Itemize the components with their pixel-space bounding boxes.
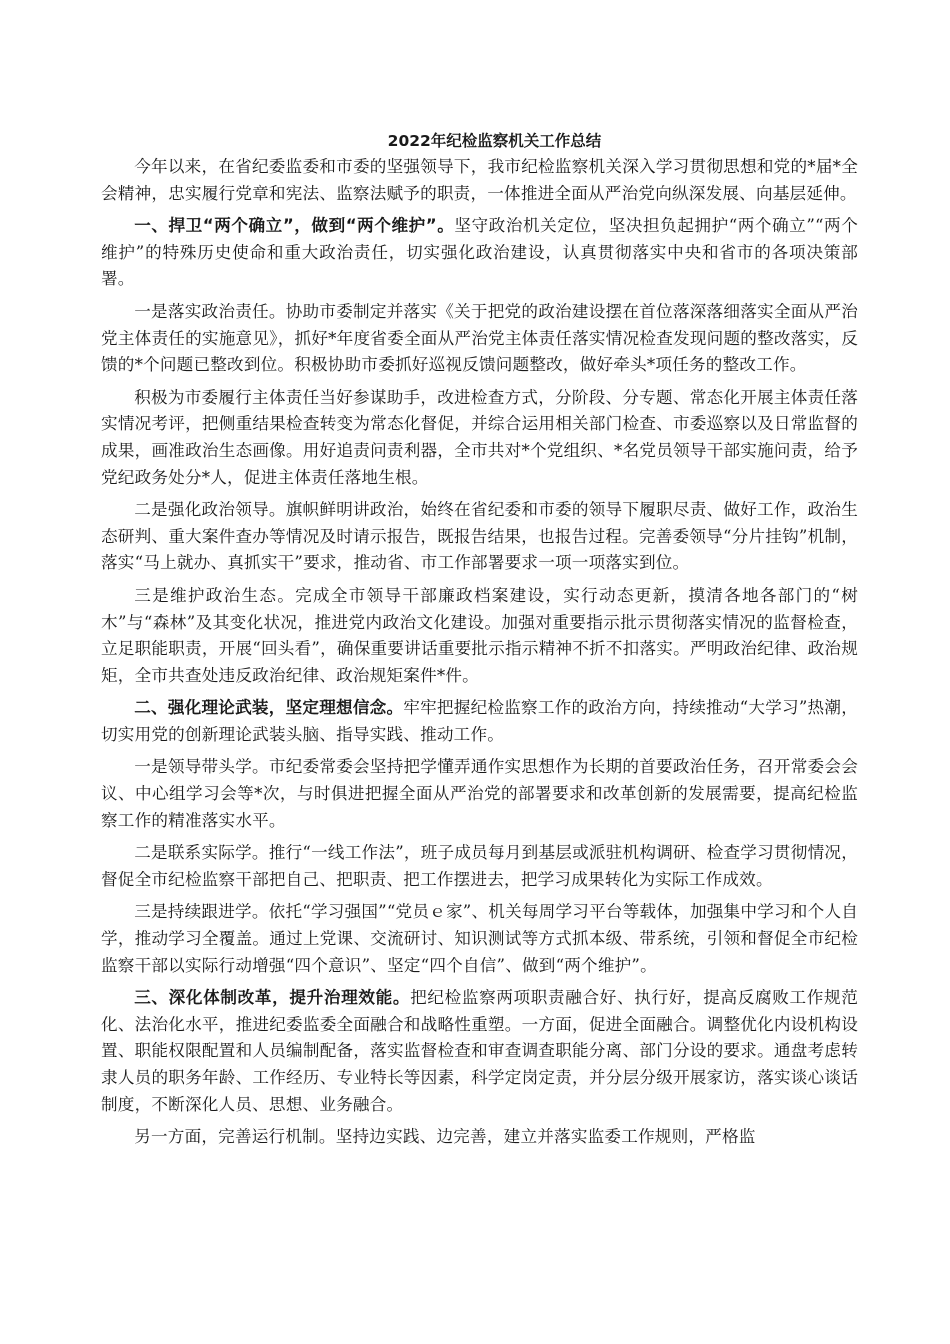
document-body xyxy=(101,154,858,1151)
paragraph: 另一方面，完善运行机制。坚持边实践、边完善，建立并落实监委工作规则，严格监 xyxy=(134,1127,756,1147)
paragraph-intro: 今年以来，在省纪委监委和市委的坚强领导下，我市纪检监察机关深入学习贯彻思想和党的*届*全会精神，忠实履行党章和宪法、监察法赋予的职责，一体推进全面从严治党向纵深发展、向基层延伸。 xyxy=(101,157,858,203)
paragraph: 二是强化政治领导。旗帜鲜明讲政治，始终在省纪委和市委的领导下履职尽责、做好工作，政治生态研判、重大案件查办等情况及时请示报告，既报告结果，也报告过程。完善委领导“分片挂钩”机制，落实“马上就办、真抓实干”要求，推动省、市工作部署要求一项一项落实到位。 xyxy=(101,500,858,573)
section-heading-paragraph-2: 二、强化理论武装，坚定理想信念。牢牢把握纪检监察工作的政治方向，持续推动“大学习”热潮，切实用党的创新理论武装头脑、指导实践、推动工作。 xyxy=(101,698,858,744)
paragraph: 三是持续跟进学。依托“学习强国”“党员ｅ家”、机关每周学习平台等载体，加强集中学习和个人自学，推动学习全覆盖。通过上党课、交流研讨、知识测试等方式抓本级、带系统，引领和督促全市纪检监察干部以实际行动增强“四个意识”、坚定“四个自信”、做到“两个维护”。 xyxy=(101,902,858,975)
section-heading: 二、强化理论武装，坚定理想信念。 xyxy=(134,698,404,718)
section-heading-paragraph-3: 三、深化体制改革，提升治理效能。把纪检监察两项职责融合好、执行好，提高反腐败工作规范化、法治化水平，推进纪委监委全面融合和战略性重塑。一方面，促进全面融合。调整优化内设机构设置、职能权限配置和人员编制配备，落实监督检查和审查调查职能分离、部门分设的要求。通盘考虑转隶人员的职务年龄、工作经历、专业特长等因素，科学定岗定责，并分层分级开展家访，落实谈心谈话制度，不断深化人员、思想、业务融合。 xyxy=(101,988,858,1114)
section-heading: 一、捍卫“两个确立”，做到“两个维护”。 xyxy=(134,216,455,236)
section-heading-paragraph-1: 一、捍卫“两个确立”，做到“两个维护”。坚守政治机关定位，坚决担负起拥护“两个确立”“两个维护”的特殊历史使命和重大政治责任，切实强化政治建设，认真贯彻落实中央和省市的各项决策部署。 xyxy=(101,216,859,289)
paragraph: 二是联系实际学。推行“一线工作法”，班子成员每月到基层或派驻机构调研、检查学习贯彻情况，督促全市纪检监察干部把自己、把职责、把工作摆进去，把学习成果转化为实际工作成效。 xyxy=(101,843,858,889)
paragraph: 一是领导带头学。市纪委常委会坚持把学懂弄通作实思想作为长期的首要政治任务，召开常委会会议、中心组学习会等*次，与时俱进把握全面从严治党的部署要求和改革创新的发展需要，提高纪检监察工作的精准落实水平。 xyxy=(101,757,858,830)
document-title: 2022年纪检监察机关工作总结 xyxy=(387,132,602,150)
document-page xyxy=(101,128,858,1151)
section-heading: 三、深化体制改革，提升治理效能。 xyxy=(134,988,411,1008)
paragraph: 积极为市委履行主体责任当好参谋助手，改进检查方式，分阶段、分专题、常态化开展主体责任落实情况考评，把侧重结果检查转变为常态化督促，并综合运用相关部门检查、市委巡察以及日常监督的成果，画准政治生态画像。用好追责问责利器，全市共对*个党组织、*名党员领导干部实施问责，给予党纪政务处分*人，促进主体责任落地生根。 xyxy=(101,387,858,487)
paragraph: 三是维护政治生态。完成全市领导干部廉政档案建设，实行动态更新，摸清各地各部门的“树木”与“森林”及其变化状况，推进党内政治文化建设。加强对重要指示批示贯彻落实情况的监督检查，立足职能职责，开展“回头看”，确保重要讲话重要批示指示精神不折不扣落实。严明政治纪律、政治规矩，全市共查处违反政治纪律、政治规矩案件*件。 xyxy=(101,585,858,685)
paragraph: 一是落实政治责任。协助市委制定并落实《关于把党的政治建设摆在首位落深落细落实全面从严治党主体责任的实施意见》，抓好*年度省委全面从严治党主体责任落实情况检查发现问题的整改落实，反馈的*个问题已整改到位。积极协助市委抓好巡视反馈问题整改，做好牵头*项任务的整改工作。 xyxy=(101,301,858,375)
